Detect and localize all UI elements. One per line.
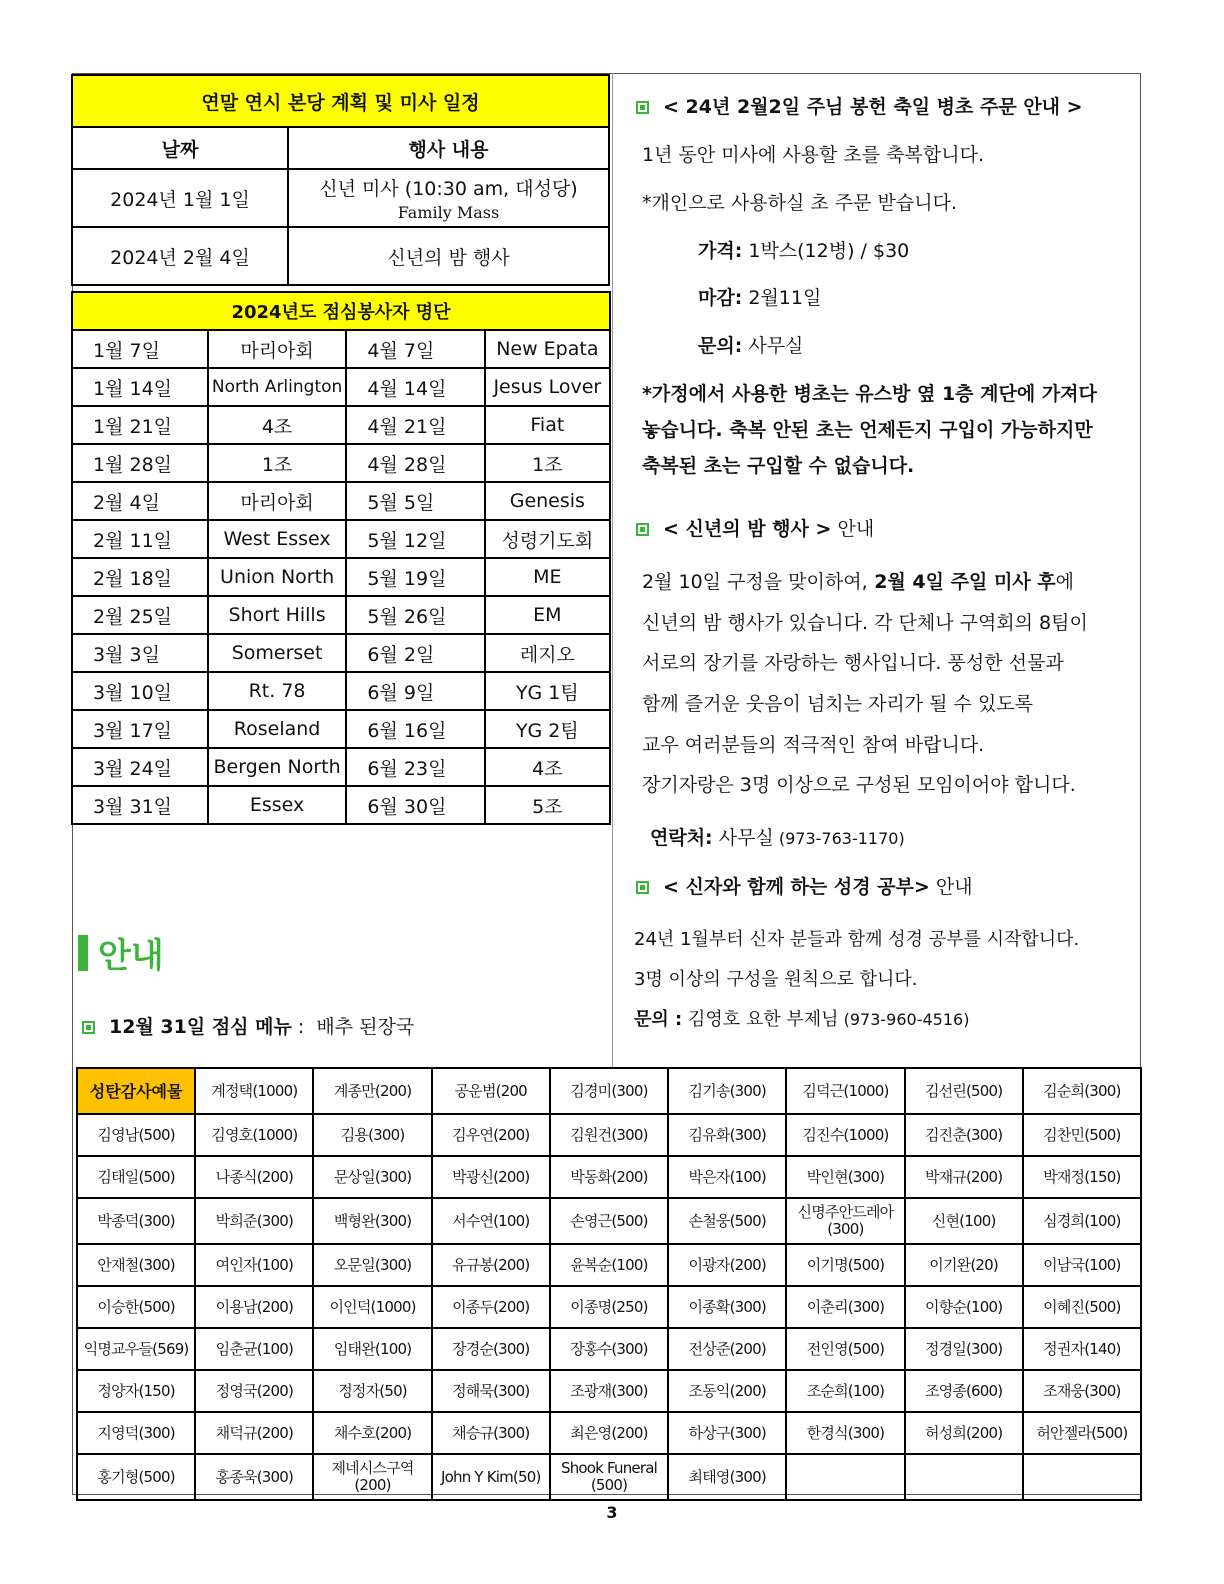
volunteer-row: [72, 634, 610, 672]
donation-cell: 허안젤라(500): [1023, 1412, 1141, 1454]
bible-title-suffix: 안내: [929, 876, 973, 898]
candle-contact: [698, 331, 803, 358]
schedule-row: [72, 169, 609, 227]
volunteer-date: 6월 23일: [346, 748, 484, 786]
donation-cell: 정양자(150): [77, 1370, 195, 1412]
newyear-line2: 신년의 밤 행사가 있습니다. 각 단체나 구역회의 8팀이: [642, 612, 1088, 634]
donation-cell: 김기송(300): [668, 1068, 786, 1114]
donation-cell: John Y Kim(50): [432, 1454, 550, 1500]
volunteer-group: YG 1팀: [485, 672, 610, 710]
schedule-event: 신년의 밤 행사: [288, 227, 609, 285]
schedule-event: [288, 169, 609, 227]
donation-cell: 안재철(300): [77, 1244, 195, 1286]
lunch-menu-label: 12월 31일 점심 메뉴: [109, 1016, 292, 1038]
newyear-line6: 장기자랑은 3명 이상으로 구성된 모임이어야 합니다.: [642, 774, 1076, 796]
donation-row: [77, 1114, 1141, 1156]
volunteer-date: 1월 14일: [72, 368, 208, 406]
volunteer-group: New Epata: [485, 330, 610, 368]
donation-cell: 박인현(300): [786, 1156, 904, 1198]
volunteer-date: 2월 18일: [72, 558, 208, 596]
bible-title-text: < 신자와 함께 하는 성경 공부>: [663, 876, 930, 898]
candle-line1: 1년 동안 미사에 사용할 초를 축복합니다.: [642, 144, 984, 166]
volunteer-group: Short Hills: [208, 596, 347, 634]
volunteer-group: 4조: [485, 748, 610, 786]
donation-cell: 이춘리(300): [786, 1286, 904, 1328]
donation-cell: 정영국(200): [195, 1370, 313, 1412]
donation-cell: 김용(300): [313, 1114, 431, 1156]
volunteer-group: 4조: [208, 406, 347, 444]
volunteer-date: 2월 25일: [72, 596, 208, 634]
schedule-title: 연말 연시 본당 계획 및 미사 일정: [72, 75, 609, 127]
volunteer-group: 1조: [485, 444, 610, 482]
volunteer-date: 3월 24일: [72, 748, 208, 786]
donation-cell: 박재정(150): [1023, 1156, 1141, 1198]
donation-cell: 신현(100): [905, 1198, 1023, 1244]
volunteer-date: 3월 3일: [72, 634, 208, 672]
candle-title: [636, 92, 1083, 119]
donation-cell: 정정자(50): [313, 1370, 431, 1412]
candle-price: [698, 236, 909, 263]
donation-cell: 김경미(300): [550, 1068, 668, 1114]
donation-cell: 익명교우들(569): [77, 1328, 195, 1370]
donation-cell: 김영호(1000): [195, 1114, 313, 1156]
volunteer-date: 5월 26일: [346, 596, 484, 634]
volunteer-row: [72, 482, 610, 520]
volunteer-group: Essex: [208, 786, 347, 824]
donation-cell: [905, 1454, 1023, 1500]
volunteer-group: Roseland: [208, 710, 347, 748]
donation-cell: 채덕규(200): [195, 1412, 313, 1454]
volunteer-date: 5월 19일: [346, 558, 484, 596]
donation-cell: 조영종(600): [905, 1370, 1023, 1412]
volunteer-group: Union North: [208, 558, 347, 596]
column-divider: [612, 73, 613, 1067]
volunteer-date: 4월 14일: [346, 368, 484, 406]
donation-cell: 김순희(300): [1023, 1068, 1141, 1114]
volunteer-row: [72, 748, 610, 786]
donation-cell: 조광재(300): [550, 1370, 668, 1412]
donation-cell: 제네시스구역(200): [313, 1454, 431, 1500]
donation-cell: 전상준(200): [668, 1328, 786, 1370]
donation-cell: 정경일(300): [905, 1328, 1023, 1370]
donation-cell: 공운범(200: [432, 1068, 550, 1114]
donation-cell: 임춘균(100): [195, 1328, 313, 1370]
newyear-title: [636, 514, 874, 541]
volunteer-date: 4월 28일: [346, 444, 484, 482]
candle-deadline-value: 2월11일: [742, 287, 822, 309]
donation-row: [77, 1286, 1141, 1328]
volunteer-row: [72, 558, 610, 596]
volunteer-date: 5월 12일: [346, 520, 484, 558]
newyear-line1-a: 2월 10일 구정을 맞이하여,: [642, 571, 868, 593]
candle-line2: *개인으로 사용하실 초 주문 받습니다.: [642, 192, 958, 214]
volunteer-group: West Essex: [208, 520, 347, 558]
donation-cell: 이기명(500): [786, 1244, 904, 1286]
volunteers-table: [71, 291, 611, 825]
candle-deadline: [698, 283, 821, 310]
volunteer-date: 1월 7일: [72, 330, 208, 368]
newyear-title-suffix: 안내: [831, 518, 875, 540]
donation-cell: 박재규(200): [905, 1156, 1023, 1198]
donation-row: [77, 1156, 1141, 1198]
bible-contact-phone: (973-960-4516): [838, 1010, 970, 1029]
volunteer-date: 3월 17일: [72, 710, 208, 748]
donation-cell: 여인자(100): [195, 1244, 313, 1286]
volunteer-row: [72, 672, 610, 710]
donation-cell: 박희준(300): [195, 1198, 313, 1244]
donation-cell: 신명주안드레아(300): [786, 1198, 904, 1244]
volunteer-group: 성령기도회: [485, 520, 610, 558]
donation-cell: 김진춘(300): [905, 1114, 1023, 1156]
candle-note-3: 축복된 초는 구입할 수 없습니다.: [642, 455, 915, 477]
donation-cell: 이승한(500): [77, 1286, 195, 1328]
donation-cell: 오문일(300): [313, 1244, 431, 1286]
newyear-line1-c: 에: [1055, 571, 1074, 593]
donation-cell: 정해묵(300): [432, 1370, 550, 1412]
donation-cell: 이인덕(1000): [313, 1286, 431, 1328]
volunteers-title: 2024년도 점심봉사자 명단: [72, 292, 610, 330]
heading-bar: [78, 935, 88, 971]
schedule-date: 2024년 1월 1일: [72, 169, 288, 227]
donation-cell: 이광자(200): [668, 1244, 786, 1286]
donation-cell: 서수연(100): [432, 1198, 550, 1244]
donation-cell: 최태영(300): [668, 1454, 786, 1500]
donation-cell: 손영근(500): [550, 1198, 668, 1244]
donation-cell: 박광신(200): [432, 1156, 550, 1198]
volunteer-date: 6월 2일: [346, 634, 484, 672]
donation-row: [77, 1370, 1141, 1412]
volunteer-group: 마리아회: [208, 330, 347, 368]
volunteer-date: 4월 21일: [346, 406, 484, 444]
volunteer-group: YG 2팀: [485, 710, 610, 748]
volunteer-group: North Arlington: [208, 368, 347, 406]
donation-cell: 홍기형(500): [77, 1454, 195, 1500]
candle-note-1: *가정에서 사용한 병초는 유스방 옆 1층 계단에 가져다: [642, 383, 1097, 405]
volunteer-group: 레지오: [485, 634, 610, 672]
announce-heading-text: 안내: [98, 936, 164, 976]
donation-cell: 채수호(200): [313, 1412, 431, 1454]
donation-cell: 계종만(200): [313, 1068, 431, 1114]
donation-cell: [1023, 1454, 1141, 1500]
donation-row: [77, 1068, 1141, 1114]
candle-contact-value: 사무실: [742, 335, 804, 357]
volunteer-group: EM: [485, 596, 610, 634]
donation-cell: 이종두(200): [432, 1286, 550, 1328]
donation-cell: 박동화(200): [550, 1156, 668, 1198]
volunteer-group: Jesus Lover: [485, 368, 610, 406]
donation-cell: 계정택(1000): [195, 1068, 313, 1114]
checkbox-bullet-icon: [636, 101, 649, 114]
volunteer-group: Rt. 78: [208, 672, 347, 710]
page-number: 3: [606, 1503, 618, 1522]
volunteer-group: 1조: [208, 444, 347, 482]
newyear-line1-b: 2월 4일 주일 미사 후: [867, 571, 1056, 593]
schedule-event-text: 신년 미사 (10:30 am, 대성당): [319, 178, 578, 200]
donation-cell: 김선린(500): [905, 1068, 1023, 1114]
donation-cell: 김덕근(1000): [786, 1068, 904, 1114]
volunteer-group: 마리아회: [208, 482, 347, 520]
donation-cell: 이용남(200): [195, 1286, 313, 1328]
donation-cell: 채승규(300): [432, 1412, 550, 1454]
donation-cell: 김원건(300): [550, 1114, 668, 1156]
donation-cell: 박종덕(300): [77, 1198, 195, 1244]
newyear-title-text: < 신년의 밤 행사 >: [663, 518, 832, 540]
volunteer-row: [72, 520, 610, 558]
volunteer-date: 6월 9일: [346, 672, 484, 710]
schedule-row: [72, 227, 609, 285]
donations-table: [76, 1067, 1142, 1501]
volunteer-group: Fiat: [485, 406, 610, 444]
donation-cell: 유규봉(200): [432, 1244, 550, 1286]
volunteer-row: [72, 710, 610, 748]
donation-cell: 최은영(200): [550, 1412, 668, 1454]
donation-cell: 임태완(100): [313, 1328, 431, 1370]
candle-note-2: 놓습니다. 축복 안된 초는 언제든지 구입이 가능하지만: [642, 419, 1093, 441]
bible-line2: 3명 이상의 구성을 원칙으로 합니다.: [634, 969, 918, 990]
donation-cell: 김진수(1000): [786, 1114, 904, 1156]
newyear-line5: 교우 여러분들의 적극적인 참여 바랍니다.: [642, 734, 985, 756]
donation-cell: 지영덕(300): [77, 1412, 195, 1454]
donation-cell: 허성희(200): [905, 1412, 1023, 1454]
donation-cell: 손철웅(500): [668, 1198, 786, 1244]
newyear-line4: 함께 즐거운 웃음이 넘치는 자리가 될 수 있도록: [642, 693, 1034, 715]
volunteer-row: [72, 330, 610, 368]
schedule-header-date: 날짜: [72, 127, 288, 169]
newyear-contact: [650, 823, 905, 850]
volunteer-date: 3월 31일: [72, 786, 208, 824]
donation-cell: 박은자(100): [668, 1156, 786, 1198]
donation-cell: [786, 1454, 904, 1500]
donation-row: [77, 1244, 1141, 1286]
lunch-menu: [82, 1012, 414, 1039]
donation-cell: 심경희(100): [1023, 1198, 1141, 1244]
volunteer-date: 2월 4일: [72, 482, 208, 520]
schedule-header-event: 행사 내용: [288, 127, 609, 169]
newyear-contact-value: 사무실: [712, 827, 774, 849]
schedule-date: 2024년 2월 4일: [72, 227, 288, 285]
volunteer-row: [72, 406, 610, 444]
newyear-contact-label: 연락처:: [650, 827, 713, 849]
schedule-table: [71, 74, 610, 286]
donation-cell: 이종확(300): [668, 1286, 786, 1328]
newyear-line1: [642, 567, 1074, 594]
volunteer-date: 6월 30일: [346, 786, 484, 824]
candle-contact-label: 문의:: [698, 335, 743, 357]
donation-row: [77, 1412, 1141, 1454]
lunch-menu-value: 배추 된장국: [316, 1016, 415, 1038]
donation-cell: 이남국(100): [1023, 1244, 1141, 1286]
donation-cell: 김유화(300): [668, 1114, 786, 1156]
volunteer-group: Somerset: [208, 634, 347, 672]
candle-price-label: 가격:: [698, 240, 743, 262]
donation-cell: 이종명(250): [550, 1286, 668, 1328]
volunteer-group: Bergen North: [208, 748, 347, 786]
donation-row: [77, 1328, 1141, 1370]
donation-cell: 김찬민(500): [1023, 1114, 1141, 1156]
donation-cell: 김영남(500): [77, 1114, 195, 1156]
donation-cell: 문상일(300): [313, 1156, 431, 1198]
donation-cell: 이혜진(500): [1023, 1286, 1141, 1328]
donation-cell: 하상구(300): [668, 1412, 786, 1454]
newyear-contact-phone: (973-763-1170): [773, 829, 905, 848]
donation-cell: 백형완(300): [313, 1198, 431, 1244]
candle-price-value: 1박스(12병) / $30: [742, 240, 910, 262]
bible-contact-value: 김영호 요한 부제님: [682, 1009, 839, 1030]
donation-cell: 조순희(100): [786, 1370, 904, 1412]
volunteer-date: 4월 7일: [346, 330, 484, 368]
donation-cell: 이향순(100): [905, 1286, 1023, 1328]
donation-cell: 전인영(500): [786, 1328, 904, 1370]
checkbox-bullet-icon: [636, 881, 649, 894]
volunteer-group: ME: [485, 558, 610, 596]
volunteer-row: [72, 786, 610, 824]
volunteer-group: 5조: [485, 786, 610, 824]
donation-row: [77, 1198, 1141, 1244]
volunteer-date: 5월 5일: [346, 482, 484, 520]
lunch-menu-sep: :: [291, 1016, 317, 1038]
volunteer-date: 6월 16일: [346, 710, 484, 748]
checkbox-bullet-icon: [636, 523, 649, 536]
volunteer-row: [72, 368, 610, 406]
donation-cell: 김태일(500): [77, 1156, 195, 1198]
bible-title: [636, 872, 973, 899]
bible-contact-label: 문의 :: [634, 1009, 683, 1030]
donation-cell: 김우연(200): [432, 1114, 550, 1156]
volunteer-row: [72, 596, 610, 634]
bible-line1: 24년 1월부터 신자 분들과 함께 성경 공부를 시작합니다.: [634, 929, 1080, 950]
volunteer-date: 3월 10일: [72, 672, 208, 710]
volunteer-group: Genesis: [485, 482, 610, 520]
donation-header: 성탄감사예물: [77, 1068, 195, 1114]
candle-title-text: < 24년 2월2일 주님 봉헌 축일 병초 주문 안내 >: [663, 96, 1083, 118]
donation-cell: 윤복순(100): [550, 1244, 668, 1286]
donation-cell: 조재웅(300): [1023, 1370, 1141, 1412]
donation-cell: 이기완(20): [905, 1244, 1023, 1286]
volunteer-date: 2월 11일: [72, 520, 208, 558]
schedule-event-sub: Family Mass: [397, 203, 500, 222]
volunteer-date: 1월 28일: [72, 444, 208, 482]
donation-cell: 홍종욱(300): [195, 1454, 313, 1500]
newyear-line3: 서로의 장기를 자랑하는 행사입니다. 풍성한 선물과: [642, 652, 1064, 674]
donation-cell: 장홍수(300): [550, 1328, 668, 1370]
donation-cell: 나종식(200): [195, 1156, 313, 1198]
volunteer-date: 1월 21일: [72, 406, 208, 444]
donation-cell: 조동익(200): [668, 1370, 786, 1412]
volunteer-row: [72, 444, 610, 482]
donation-cell: 한경식(300): [786, 1412, 904, 1454]
checkbox-bullet-icon: [82, 1021, 95, 1034]
donation-cell: 장경순(300): [432, 1328, 550, 1370]
donation-cell: Shook Funeral (500): [550, 1454, 668, 1500]
announce-heading: [78, 928, 164, 977]
bible-contact: [634, 1005, 969, 1031]
donation-cell: 정권자(140): [1023, 1328, 1141, 1370]
donation-row: [77, 1454, 1141, 1500]
candle-deadline-label: 마감:: [698, 287, 743, 309]
